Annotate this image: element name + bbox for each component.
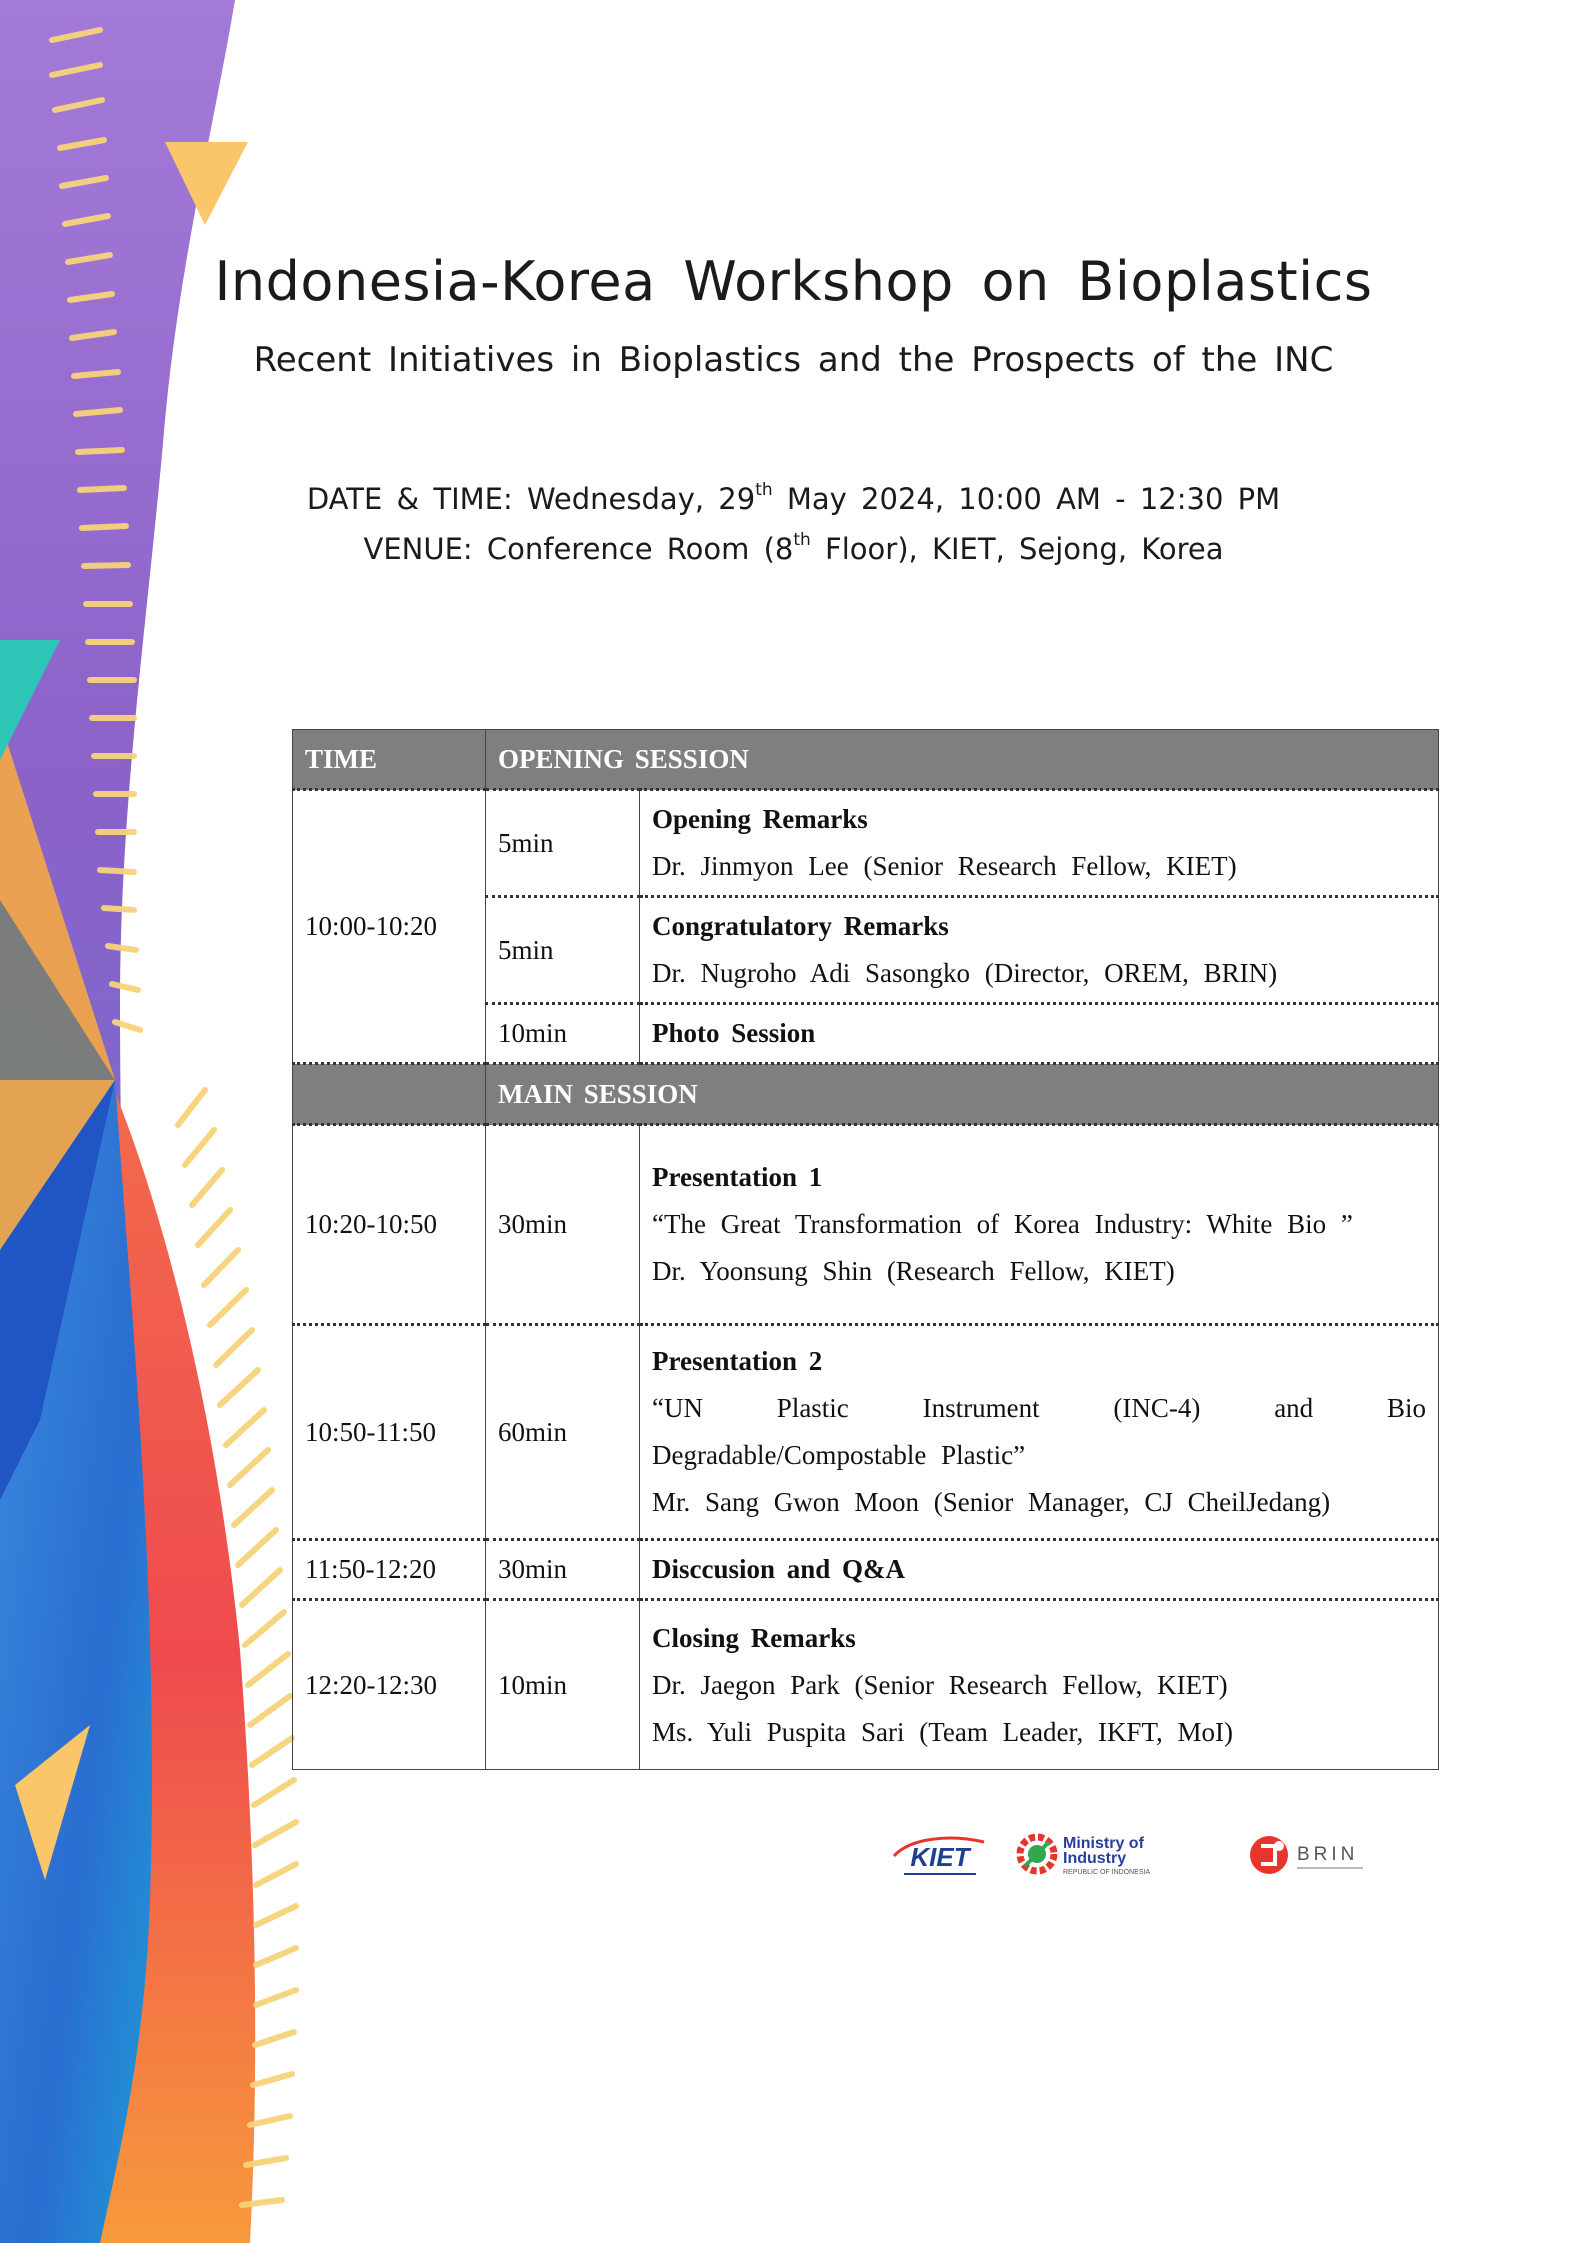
opening-session-header: OPENING SESSION xyxy=(486,730,1439,790)
opening-time: 10:00-10:20 xyxy=(293,790,486,1064)
kiet-logo-text: KIET xyxy=(910,1842,970,1872)
svg-text:REPUBLIC OF INDONESIA: REPUBLIC OF INDONESIA xyxy=(1063,1869,1151,1876)
svg-text:Ministry of: Ministry of xyxy=(1063,1835,1144,1852)
time-cell: 10:20-10:50 xyxy=(293,1125,486,1325)
svg-text:Industry: Industry xyxy=(1063,1850,1127,1867)
page-subtitle: Recent Initiatives in Bioplastics and the Prospects of the INC xyxy=(253,340,1334,380)
event-venue xyxy=(0,532,1587,566)
agenda-title: Closing Remarks xyxy=(652,1622,856,1653)
agenda-speaker: Dr. Nugroho Adi Sasongko (Director, OREM, BRIN) xyxy=(652,958,1278,988)
agenda-topic-line1 xyxy=(652,1385,1426,1432)
agenda-title: Opening Remarks xyxy=(652,804,868,834)
agenda-title: Presentation 1 xyxy=(652,1162,823,1192)
table-header-row xyxy=(293,730,1439,790)
agenda-cell xyxy=(640,1004,1439,1064)
venue-text: VENUE: Conference Room (8 xyxy=(363,532,794,566)
table-row xyxy=(293,1600,1439,1770)
agenda-speaker: Dr. Jinmyon Lee (Senior Research Fellow, KIET) xyxy=(652,851,1237,881)
date-text-rest: May 2024, 10:00 AM - 12:30 PM xyxy=(772,482,1281,516)
time-cell: 10:50-11:50 xyxy=(293,1325,486,1540)
svg-text:BRIN: BRIN xyxy=(1297,1844,1359,1865)
agenda-cell xyxy=(640,1325,1439,1540)
agenda-speaker: Dr. Yoonsung Shin (Research Fellow, KIET) xyxy=(652,1256,1175,1286)
duration-cell: 30min xyxy=(486,1540,640,1600)
program-table xyxy=(292,729,1439,1770)
agenda-topic-line2: Degradable/Compostable Plastic” xyxy=(652,1440,1026,1470)
table-row xyxy=(293,790,1439,897)
agenda-cell xyxy=(640,897,1439,1004)
topic-word: (INC-4) xyxy=(1113,1393,1201,1423)
table-row xyxy=(293,1325,1439,1540)
agenda-cell xyxy=(640,790,1439,897)
table-row xyxy=(293,1540,1439,1600)
duration-cell: 60min xyxy=(486,1325,640,1540)
venue-text-rest: Floor), KIET, Sejong, Korea xyxy=(810,532,1224,566)
event-date-time xyxy=(0,482,1587,516)
time-header: TIME xyxy=(293,730,486,790)
agenda-cell xyxy=(640,1600,1439,1770)
duration-cell: 5min xyxy=(486,790,640,897)
venue-superscript: th xyxy=(793,530,811,550)
duration-cell: 10min xyxy=(486,1600,640,1770)
agenda-title: Disccusion and Q&A xyxy=(652,1554,906,1584)
topic-word: Bio xyxy=(1387,1393,1427,1423)
duration-cell: 5min xyxy=(486,897,640,1004)
time-cell: 11:50-12:20 xyxy=(293,1540,486,1600)
empty-header-cell xyxy=(293,1064,486,1125)
agenda-topic: “The Great Transformation of Korea Industry: White Bio ” xyxy=(652,1209,1353,1239)
agenda-speaker: Ms. Yuli Puspita Sari (Team Leader, IKFT, MoI) xyxy=(652,1716,1233,1747)
agenda-title: Congratulatory Remarks xyxy=(652,911,949,941)
agenda-speaker: Dr. Jaegon Park (Senior Research Fellow, KIET) xyxy=(652,1669,1228,1700)
date-text: DATE & TIME: Wednesday, 29 xyxy=(306,482,756,516)
agenda-cell xyxy=(640,1540,1439,1600)
ministry-of-industry-logo xyxy=(1015,1830,1200,1880)
topic-word: and xyxy=(1274,1393,1314,1423)
agenda-cell xyxy=(640,1125,1439,1325)
agenda-title: Presentation 2 xyxy=(652,1346,823,1376)
date-superscript: th xyxy=(755,480,773,500)
kiet-logo xyxy=(890,1830,990,1880)
agenda-title: Photo Session xyxy=(652,1018,816,1048)
agenda-speaker: Mr. Sang Gwon Moon (Senior Manager, CJ CheilJedang) xyxy=(652,1487,1331,1517)
time-cell: 12:20-12:30 xyxy=(293,1600,486,1770)
main-session-header-row xyxy=(293,1064,1439,1125)
topic-word: Plastic xyxy=(776,1393,849,1423)
duration-cell: 30min xyxy=(486,1125,640,1325)
page-title: Indonesia-Korea Workshop on Bioplastics xyxy=(214,250,1373,313)
brin-logo xyxy=(1245,1830,1370,1880)
table-row xyxy=(293,1125,1439,1325)
main-session-header: MAIN SESSION xyxy=(486,1064,1439,1125)
decorative-left-border xyxy=(0,0,340,2243)
topic-word: “UN xyxy=(652,1393,703,1423)
topic-word: Instrument xyxy=(922,1393,1040,1423)
duration-cell: 10min xyxy=(486,1004,640,1064)
